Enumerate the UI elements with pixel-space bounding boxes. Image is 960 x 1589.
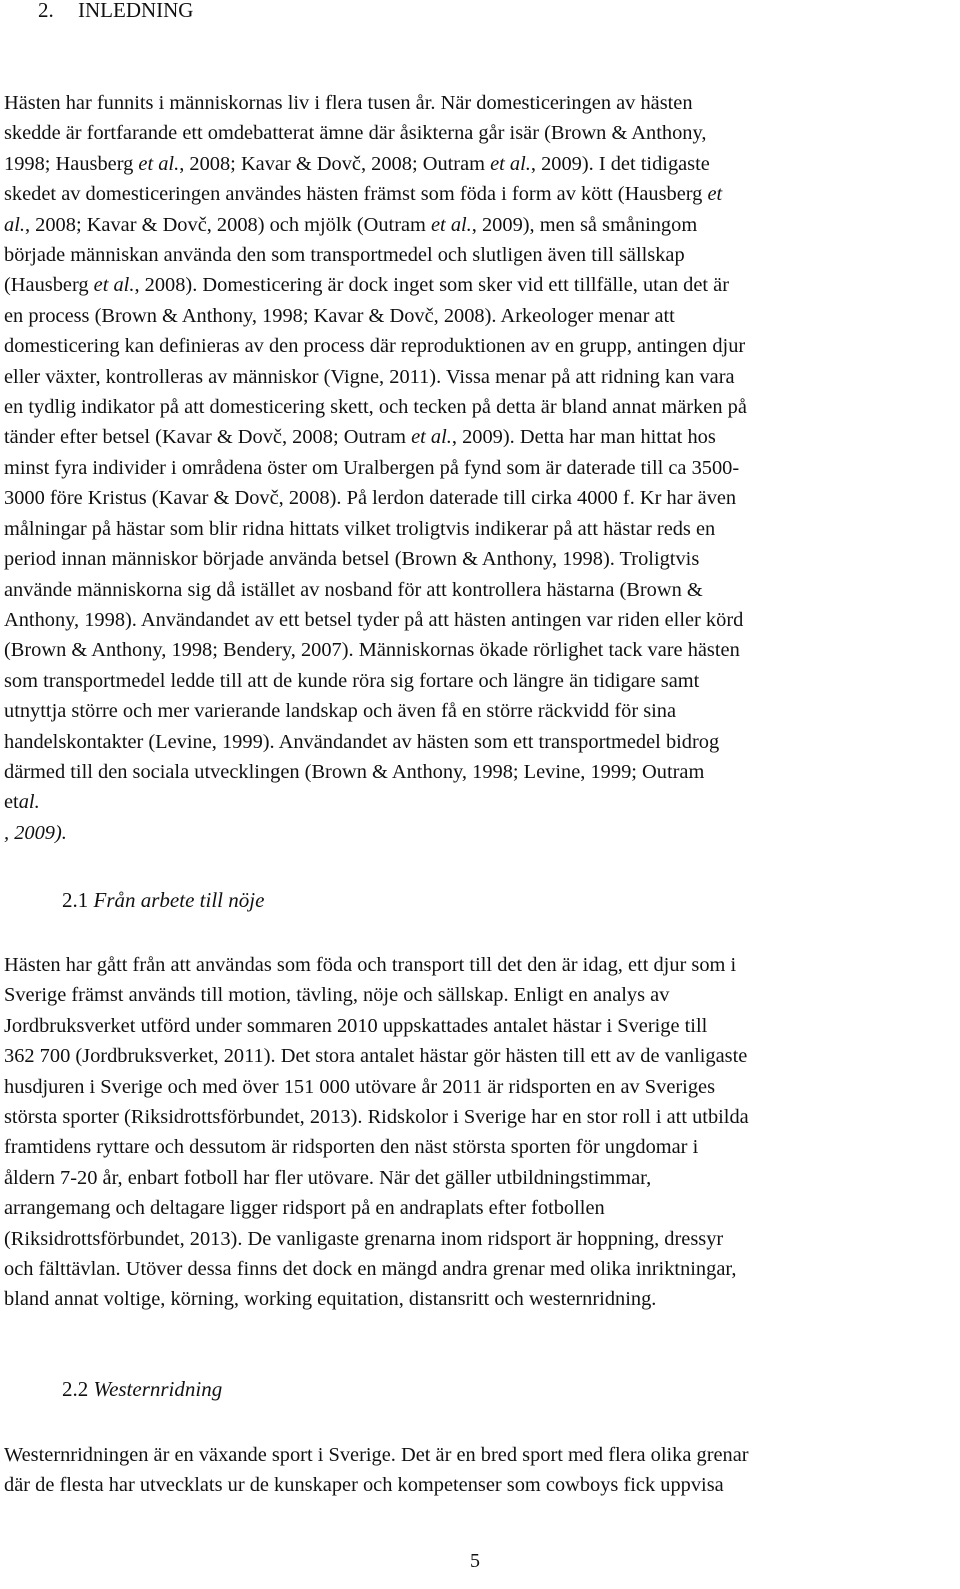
- citation-etal: et: [707, 183, 723, 206]
- text-line: tänder efter betsel (Kavar & Dovč, 2008; Outram: [4, 426, 412, 449]
- text-line: , 2009). Detta har man hittat hos: [451, 426, 716, 449]
- text-line: därmed till den sociala utvecklingen (Brown & Anthony, 1998; Levine, 1999; Outram: [4, 760, 705, 783]
- section-number: 2.: [38, 0, 54, 22]
- text-line: skedet av domesticeringen användes hästen främst som föda i form av kött (Hausberg: [4, 183, 708, 206]
- subsection-title: Från arbete till nöje: [93, 888, 265, 912]
- section-title: INLEDNING: [78, 0, 194, 22]
- paragraph-intro: [4, 88, 950, 848]
- citation-etal: et al.: [93, 274, 135, 297]
- text-line: , 2008). Domesticering är dock inget som sker vid ett tillfälle, utan det är: [134, 274, 730, 297]
- text-line: Hästen har gått från att användas som föda och transport till det den är idag, ett djur som i: [4, 954, 737, 976]
- citation-etal: al.: [4, 213, 25, 236]
- text-line: Westernridningen är en växande sport i Sverige. Det är en bred sport med flera olika grenar: [4, 1444, 749, 1466]
- page-number: 5: [470, 1550, 480, 1572]
- citation-etal: , 2009).: [4, 821, 67, 844]
- text-line: eller växter, kontrolleras av människor (Vigne, 2011). Vissa menar på att ridning kan vara: [4, 365, 735, 388]
- text-line: skedde är fortfarande ett omdebatterat ämne där åsikterna går isär (Brown & Anthony,: [4, 122, 707, 145]
- text-line: framtidens ryttare och dessutom är ridsporten den näst största sporten för ungdomar i: [4, 1136, 699, 1159]
- text-line: Anthony, 1998). Användandet av ett betsel tyder på att hästen antingen var riden eller körd: [4, 608, 744, 631]
- subsection-heading: [62, 888, 264, 913]
- text-line: målningar på hästar som blir ridna hittats vilket troligtvis indikerar på att hästar reds en: [4, 517, 716, 540]
- text-line: som transportmedel ledde till att de kunde röra sig fortare och längre än tidigare samt: [4, 669, 700, 692]
- text-line: , 2008; Kavar & Dovč, 2008) och mjölk (Outram: [24, 213, 431, 236]
- section-heading: [38, 0, 193, 23]
- citation-etal: al.: [18, 791, 40, 814]
- text-line: , 2008; Kavar & Dovč, 2008; Outram: [179, 152, 491, 175]
- text-line: period innan människor började använda betsel (Brown & Anthony, 1998). Troligtvis: [4, 548, 700, 571]
- text-line: största sporter (Riksidrottsförbundet, 2013). Ridskolor i Sverige har en stor roll i att utbilda: [4, 1106, 749, 1129]
- subsection-number: 2.2: [62, 1377, 89, 1401]
- text-line: 1998; Hausberg: [4, 152, 139, 175]
- text-line: et: [4, 791, 19, 814]
- text-line: och fälttävlan. Utöver dessa finns det dock en mängd andra grenar med olika inriktningar,: [4, 1258, 737, 1281]
- text-line: domesticering kan definieras av den process där reproduktionen av en grupp, antingen djur: [4, 335, 746, 358]
- text-line: åldern 7-20 år, enbart fotboll har fler utövare. När det gäller utbildningstimmar,: [4, 1166, 652, 1189]
- subsection-heading: [62, 1377, 222, 1402]
- text-line: Sverige främst används till motion, tävling, nöje och sällskap. Enligt en analys av: [4, 984, 670, 1007]
- citation-etal: et al.: [411, 426, 452, 449]
- text-line: där de flesta har utvecklats ur de kunskaper och kompetenser som cowboys fick uppvisa: [4, 1474, 724, 1497]
- text-line: använde människorna sig då istället av nosband för att kontrollera hästarna (Brown &: [4, 578, 703, 601]
- text-line: utnyttja större och mer varierande landskap och även få en större räckvidd för sina: [4, 700, 677, 723]
- text-line: , 2009), men så småningom: [471, 213, 698, 236]
- text-line: började människan använda den som transportmedel och slutligen även till sällskap: [4, 244, 685, 267]
- text-line: minst fyra individer i områdena öster om Uralbergen på fynd som är daterade till ca 3500-: [4, 456, 740, 479]
- text-line: handelskontakter (Levine, 1999). Användandet av hästen som ett transportmedel bidrog: [4, 730, 720, 753]
- paragraph-fran-arbete: [4, 950, 950, 1315]
- text-line: bland annat voltige, körning, working equitation, distansritt och westernridning.: [4, 1288, 657, 1311]
- citation-etal: et al.: [490, 152, 531, 175]
- citation-etal: et al.: [431, 213, 472, 236]
- subsection-number: 2.1: [62, 888, 89, 912]
- text-line: (Riksidrottsförbundet, 2013). De vanligaste grenarna inom ridsport är hoppning, dressyr: [4, 1227, 724, 1250]
- paragraph-westernridning: [4, 1440, 950, 1501]
- text-line: 3000 före Kristus (Kavar & Dovč, 2008). På lerdon daterade till cirka 4000 f. Kr har även: [4, 487, 737, 510]
- text-line: (Brown & Anthony, 1998; Bendery, 2007). Människornas ökade rörlighet tack vare hästen: [4, 639, 740, 662]
- text-line: (Hausberg: [4, 274, 94, 297]
- text-line: en process (Brown & Anthony, 1998; Kavar & Dovč, 2008). Arkeologer menar att: [4, 304, 675, 327]
- text-line: , 2009). I det tidigaste: [530, 152, 710, 175]
- text-line: arrangemang och deltagare ligger ridsport på en andraplats efter fotbollen: [4, 1197, 605, 1220]
- text-line: Jordbruksverket utförd under sommaren 2010 uppskattades antalet hästar i Sverige till: [4, 1014, 708, 1037]
- text-line: Hästen har funnits i människornas liv i flera tusen år. När domesticeringen av hästen: [4, 92, 693, 114]
- citation-etal: et al.: [138, 152, 180, 175]
- text-line: 362 700 (Jordbruksverket, 2011). Det stora antalet hästar gör hästen till ett av de vanligaste: [4, 1045, 748, 1068]
- text-line: en tydlig indikator på att domesticering skett, och tecken på detta är bland annat märken på: [4, 396, 747, 419]
- subsection-title: Westernridning: [93, 1377, 223, 1401]
- text-line: husdjuren i Sverige och med över 151 000 utövare år 2011 är ridsporten en av Sveriges: [4, 1075, 716, 1098]
